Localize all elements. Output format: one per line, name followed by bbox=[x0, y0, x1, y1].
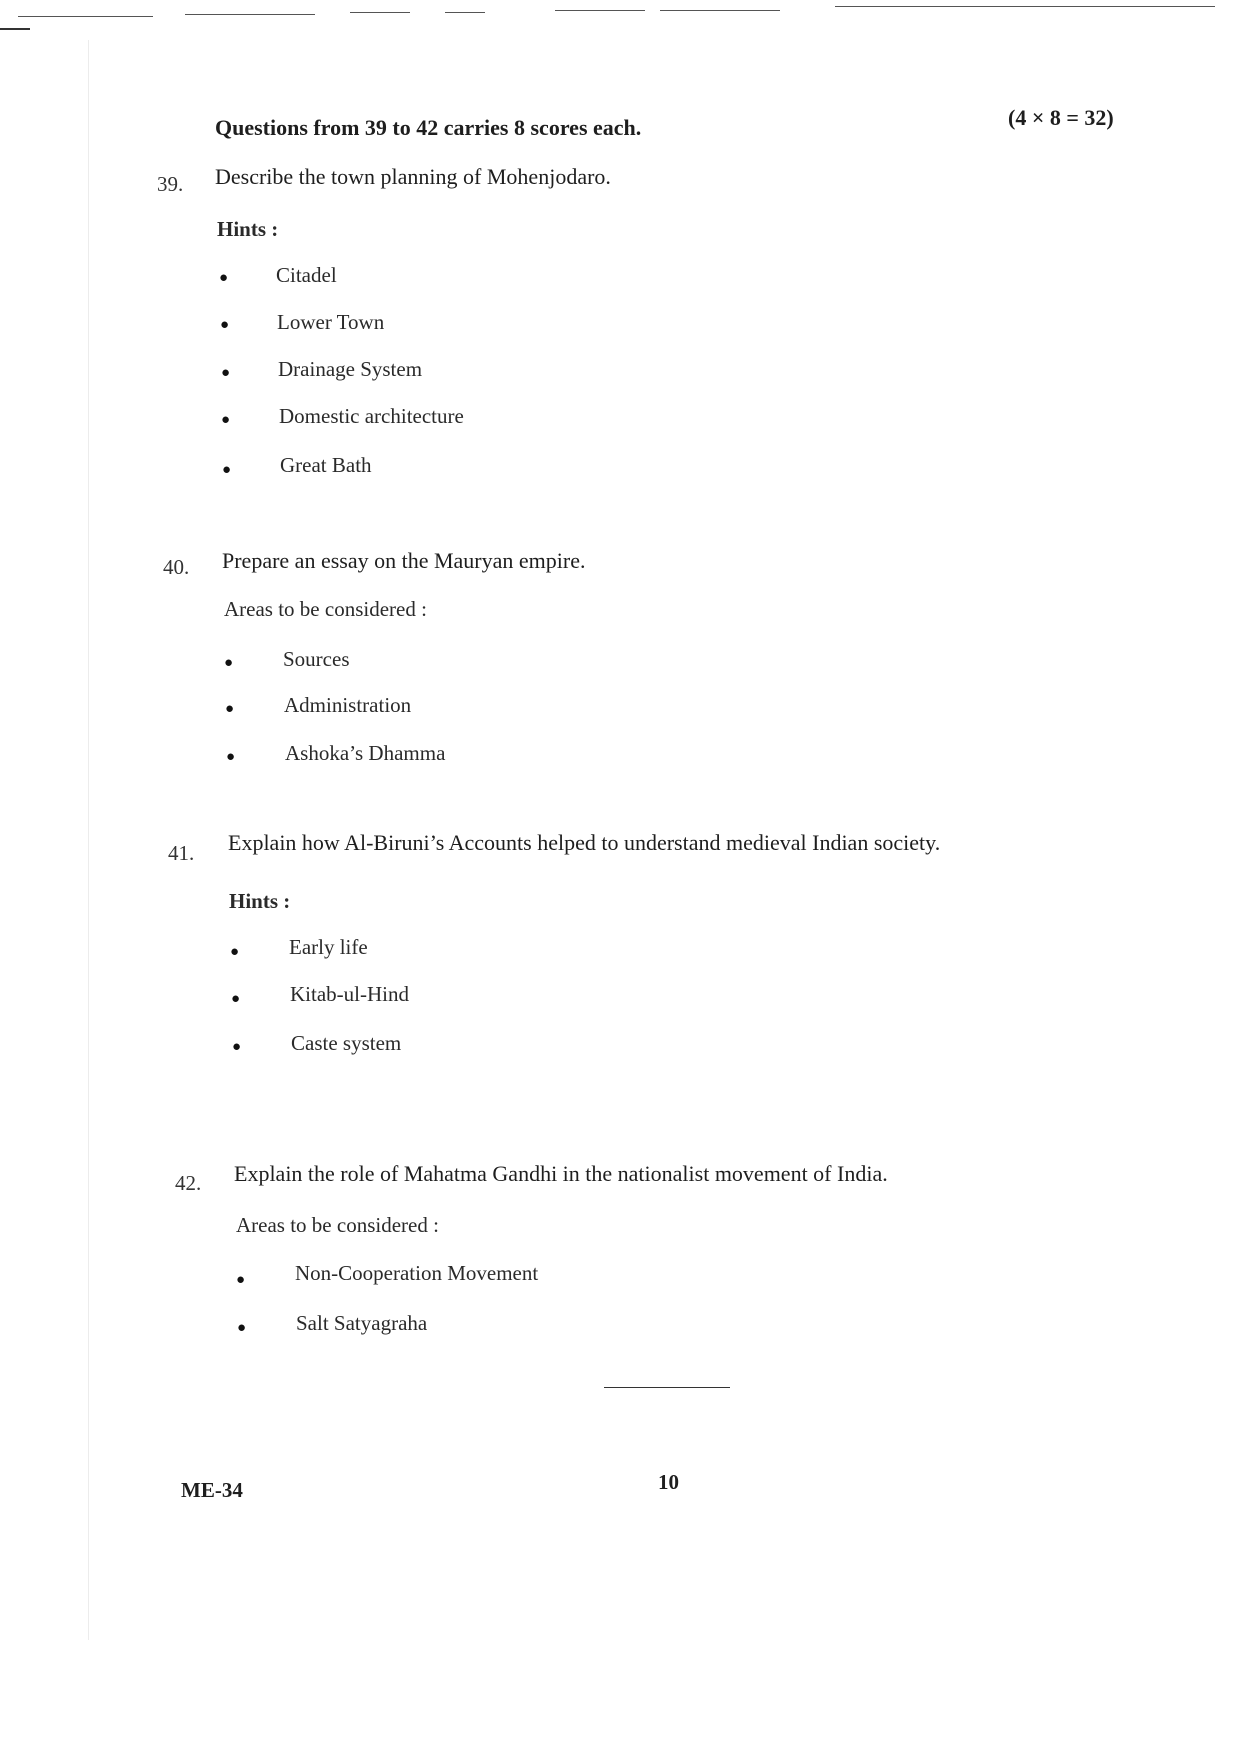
hint-item: Citadel bbox=[276, 263, 337, 287]
bullet-icon: ● bbox=[224, 655, 234, 671]
bullet-icon: ● bbox=[230, 944, 240, 960]
area-item: Sources bbox=[283, 647, 350, 671]
area-item: Non-Cooperation Movement bbox=[295, 1261, 539, 1285]
hint-item: Domestic architecture bbox=[279, 404, 464, 428]
hint-item: Lower Town bbox=[277, 310, 385, 334]
end-of-paper-divider bbox=[604, 1387, 730, 1388]
question-number: 39. bbox=[157, 172, 184, 196]
question-sublabel: Hints : bbox=[217, 217, 279, 241]
hint-item: Great Bath bbox=[280, 453, 372, 477]
question-number: 42. bbox=[175, 1171, 202, 1195]
scan-artifact-line bbox=[835, 6, 1215, 7]
hint-item: Early life bbox=[289, 935, 368, 959]
question-text: Explain how Al-Biruni’s Accounts helped to understand medieval Indian society. bbox=[228, 830, 941, 855]
scan-artifact-line bbox=[350, 12, 410, 13]
bullet-icon: ● bbox=[225, 701, 235, 717]
hint-item: Drainage System bbox=[278, 357, 423, 381]
bullet-icon: ● bbox=[222, 462, 232, 478]
question-sublabel: Areas to be considered : bbox=[236, 1213, 439, 1237]
question-text: Prepare an essay on the Mauryan empire. bbox=[222, 548, 586, 573]
area-item: Ashoka’s Dhamma bbox=[285, 741, 446, 765]
bullet-icon: ● bbox=[221, 365, 231, 381]
area-item: Administration bbox=[284, 693, 412, 717]
paper-code: ME-34 bbox=[181, 1478, 243, 1502]
bullet-icon: ● bbox=[219, 270, 229, 286]
scan-artifact-line bbox=[660, 10, 780, 11]
scan-artifact-line bbox=[0, 28, 30, 30]
bullet-icon: ● bbox=[232, 1039, 242, 1055]
area-item: Salt Satyagraha bbox=[296, 1311, 428, 1335]
page-number: 10 bbox=[658, 1470, 679, 1494]
bullet-icon: ● bbox=[226, 749, 236, 765]
scan-artifact-line bbox=[445, 12, 485, 13]
bullet-icon: ● bbox=[221, 412, 231, 428]
question-number: 41. bbox=[168, 841, 195, 865]
question-number: 40. bbox=[163, 555, 190, 579]
section-marks: (4 × 8 = 32) bbox=[1008, 105, 1114, 130]
scan-artifact-line bbox=[555, 10, 645, 11]
hint-item: Kitab-ul-Hind bbox=[290, 982, 409, 1006]
bullet-icon: ● bbox=[236, 1272, 246, 1288]
question-text: Explain the role of Mahatma Gandhi in the nationalist movement of India. bbox=[234, 1161, 888, 1186]
bullet-icon: ● bbox=[220, 317, 230, 333]
scan-left-edge bbox=[88, 40, 89, 1640]
hint-item: Caste system bbox=[291, 1031, 402, 1055]
question-sublabel: Areas to be considered : bbox=[224, 597, 427, 621]
scan-artifact-line bbox=[18, 16, 153, 17]
bullet-icon: ● bbox=[231, 991, 241, 1007]
bullet-icon: ● bbox=[237, 1320, 247, 1336]
question-sublabel: Hints : bbox=[229, 889, 291, 913]
question-text: Describe the town planning of Mohenjodaro. bbox=[215, 164, 611, 189]
section-instruction: Questions from 39 to 42 carries 8 scores each. bbox=[215, 115, 642, 140]
scan-artifact-line bbox=[185, 14, 315, 15]
